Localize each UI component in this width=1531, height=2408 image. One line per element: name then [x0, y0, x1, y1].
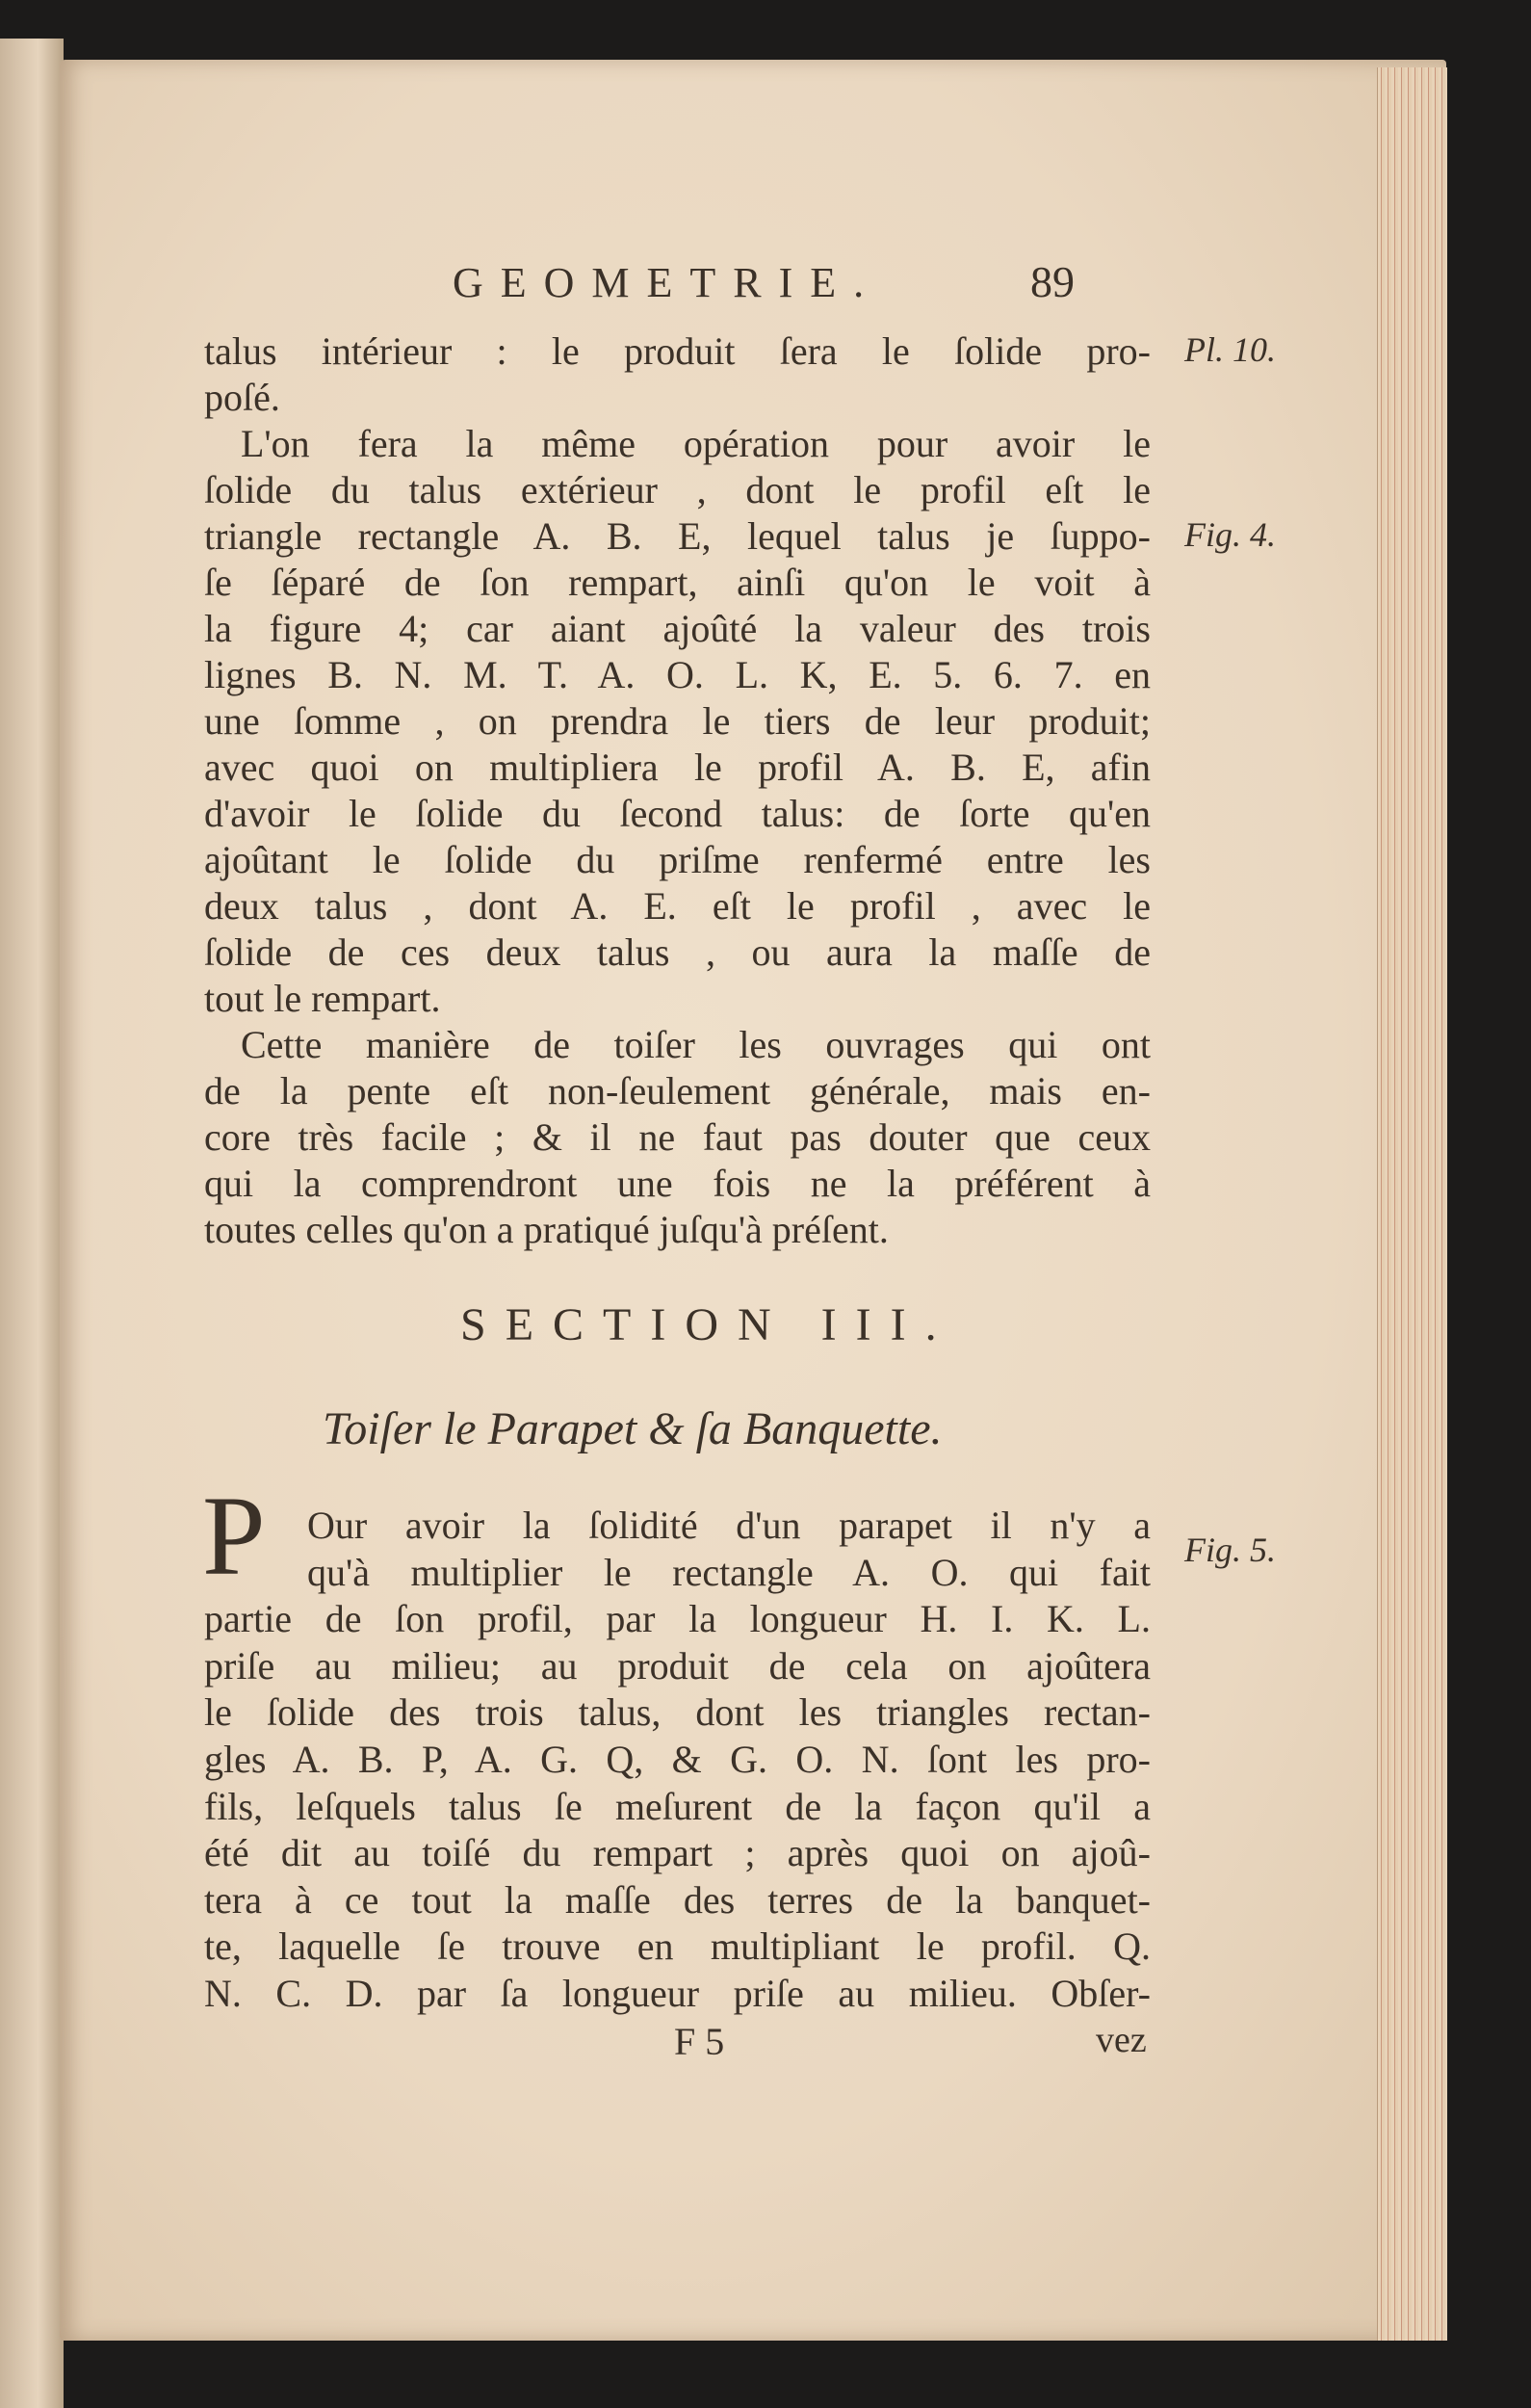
text-line: lignes B. N. M. T. A. O. L. K, E. 5. 6. 7. en: [204, 653, 1151, 696]
text-line: été dit au toiſé du rempart ; après quoi on ajoû-: [204, 1831, 1151, 1875]
text-line: talus intérieur : le produit ſera le ſolide pro-: [204, 329, 1151, 373]
text-line: priſe au milieu; au produit de cela on ajoûtera: [204, 1643, 1151, 1688]
text-line: le ſolide des trois talus, dont les triangles rectan-: [204, 1690, 1151, 1735]
text-line: ſolide de ces deux talus , ou aura la maſſe de: [204, 930, 1151, 974]
text-line: ajoûtant le ſolide du priſme renfermé entre les: [204, 838, 1151, 881]
text-line: ſe ſéparé de ſon rempart, ainſi qu'on le voit à: [204, 561, 1151, 604]
text-line: partie de ſon profil, par la longueur H. I. K. L.: [204, 1597, 1151, 1641]
text-line: qui la comprendront une fois ne la préférent à: [204, 1162, 1151, 1205]
text-line: qu'à multiplier le rectangle A. O. qui fait: [307, 1550, 1151, 1594]
text-line: Cette manière de toiſer les ouvrages qui ont: [241, 1023, 1151, 1066]
text-line: core très facile ; & il ne faut pas douter que ceux: [204, 1115, 1151, 1159]
text-line: d'avoir le ſolide du ſecond talus: de ſorte qu'en: [204, 792, 1151, 835]
text-line: poſé.: [204, 376, 280, 419]
text-line: tout le rempart.: [204, 977, 441, 1020]
margin-note-plate: Pl. 10.: [1184, 330, 1276, 369]
text-line: tera à ce tout la maſſe des terres de la banquet-: [204, 1877, 1151, 1922]
text-line: te, laquelle ſe trouve en multipliant le profil. Q.: [204, 1924, 1151, 1969]
margin-note-fig4: Fig. 4.: [1184, 515, 1276, 554]
text-line: Our avoir la ſolidité d'un parapet il n'y a: [307, 1504, 1151, 1547]
text-line: ſolide du talus extérieur , dont le profil eſt le: [204, 468, 1151, 511]
page-number: 89: [1030, 257, 1075, 306]
text-line: N. C. D. par ſa longueur priſe au milieu. Obſer-: [204, 1972, 1151, 2015]
catchword: vez: [1096, 2020, 1147, 2060]
text-line: toutes celles qu'on a pratiqué juſqu'à préſent.: [204, 1208, 889, 1251]
section-subtitle: Toiſer le Parapet & ſa Banquette.: [323, 1403, 943, 1454]
text-line: L'on fera la même opération pour avoir le: [241, 422, 1151, 465]
drop-cap: P: [202, 1473, 266, 1599]
facing-page-edge: [0, 39, 64, 2408]
section-heading: SECTION III.: [460, 1299, 956, 1350]
text-line: la figure 4; car aiant ajoûté la valeur des trois: [204, 607, 1151, 650]
text-line: deux talus , dont A. E. eſt le profil , avec le: [204, 884, 1151, 928]
text-line: triangle rectangle A. B. E, lequel talus je ſuppo-: [204, 514, 1151, 558]
margin-note-fig5: Fig. 5.: [1184, 1531, 1276, 1569]
text-line: une ſomme , on prendra le tiers de leur produit;: [204, 699, 1151, 743]
text-line: de la pente eſt non-ſeulement générale, mais en-: [204, 1069, 1151, 1112]
text-line: avec quoi on multipliera le profil A. B. E, afin: [204, 746, 1151, 789]
text-line: fils, leſquels talus ſe meſurent de la façon qu'il a: [204, 1784, 1151, 1828]
text-line: gles A. B. P, A. G. Q, & G. O. N. ſont les pro-: [204, 1738, 1151, 1781]
signature-mark: F 5: [674, 2020, 725, 2063]
running-title: GEOMETRIE.: [453, 259, 882, 306]
page-stack-edge: [1377, 67, 1447, 2341]
